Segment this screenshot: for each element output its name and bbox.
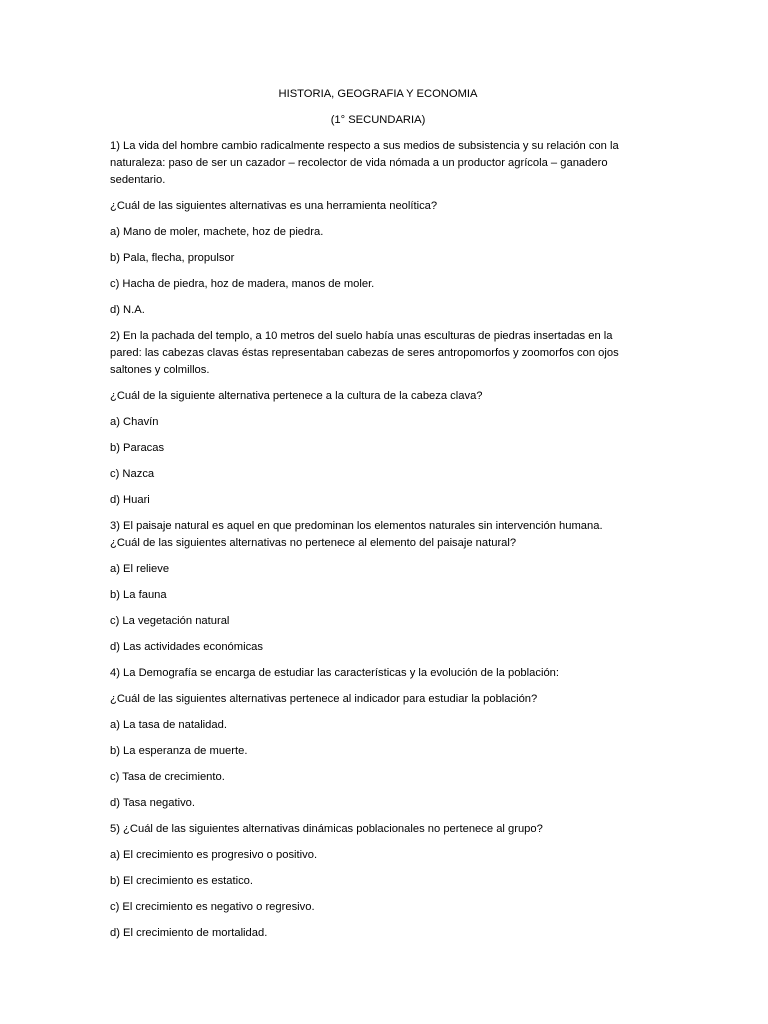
document-content bbox=[110, 86, 646, 951]
question-1-prompt: ¿Cuál de las siguientes alternativas es una herramienta neolítica? bbox=[110, 200, 438, 212]
question-4-option-d: d) Tasa negativo. bbox=[110, 797, 195, 809]
question-5-option-d: d) El crecimiento de mortalidad. bbox=[110, 927, 268, 939]
question-2-option-c: c) Nazca bbox=[110, 468, 155, 480]
question-1-option-c: c) Hacha de piedra, hoz de madera, manos de moler. bbox=[110, 278, 375, 290]
question-5-option-b: b) El crecimiento es estatico. bbox=[110, 875, 254, 887]
question-3-option-a: a) El relieve bbox=[110, 563, 170, 575]
question-1-stem: 1) La vida del hombre cambio radicalmente respecto a sus medios de subsistencia y su relación con la naturaleza: paso de ser un cazador – recolector de vida nómada a un productor agrícola – ganadero sedentario. bbox=[110, 140, 619, 186]
question-3-option-c: c) La vegetación natural bbox=[110, 615, 230, 627]
question-5-option-c: c) El crecimiento es negativo o regresivo. bbox=[110, 901, 315, 913]
question-4-option-c: c) Tasa de crecimiento. bbox=[110, 771, 225, 783]
question-5-option-a: a) El crecimiento es progresivo o positivo. bbox=[110, 849, 318, 861]
question-2-option-a: a) Chavín bbox=[110, 416, 159, 428]
question-5-stem: 5) ¿Cuál de las siguientes alternativas dinámicas poblacionales no pertenece al grupo? bbox=[110, 823, 543, 835]
question-2-prompt: ¿Cuál de la siguiente alternativa pertenece a la cultura de la cabeza clava? bbox=[110, 390, 483, 402]
question-4-prompt: ¿Cuál de las siguientes alternativas pertenece al indicador para estudiar la población? bbox=[110, 693, 538, 705]
question-1-option-d: d) N.A. bbox=[110, 304, 145, 316]
question-1-option-a: a) Mano de moler, machete, hoz de piedra. bbox=[110, 226, 324, 238]
question-3-option-b: b) La fauna bbox=[110, 589, 167, 601]
question-2-option-d: d) Huari bbox=[110, 494, 150, 506]
question-3-option-d: d) Las actividades económicas bbox=[110, 641, 263, 653]
question-2-option-b: b) Paracas bbox=[110, 442, 165, 454]
question-3-prompt: ¿Cuál de las siguientes alternativas no pertenece al elemento del paisaje natural? bbox=[110, 537, 517, 549]
question-1-option-b: b) Pala, flecha, propulsor bbox=[110, 252, 235, 264]
question-4-option-b: b) La esperanza de muerte. bbox=[110, 745, 248, 757]
question-3-stem: 3) El paisaje natural es aquel en que predominan los elementos naturales sin intervención humana. bbox=[110, 520, 603, 532]
question-2-stem: 2) En la pachada del templo, a 10 metros del suelo había unas esculturas de piedras insertadas en la pared: las cabezas clavas éstas representaban cabezas de seres antropomorfos y zoomorfos con ojos saltones y colmillos. bbox=[110, 330, 619, 376]
question-4-option-a: a) La tasa de natalidad. bbox=[110, 719, 227, 731]
document-title: HISTORIA, GEOGRAFIA Y ECONOMIA bbox=[278, 88, 478, 100]
question-3-block bbox=[110, 518, 646, 552]
question-4-stem: 4) La Demografía se encarga de estudiar las características y la evolución de la población: bbox=[110, 667, 559, 679]
document-subtitle: (1° SECUNDARIA) bbox=[330, 114, 426, 126]
